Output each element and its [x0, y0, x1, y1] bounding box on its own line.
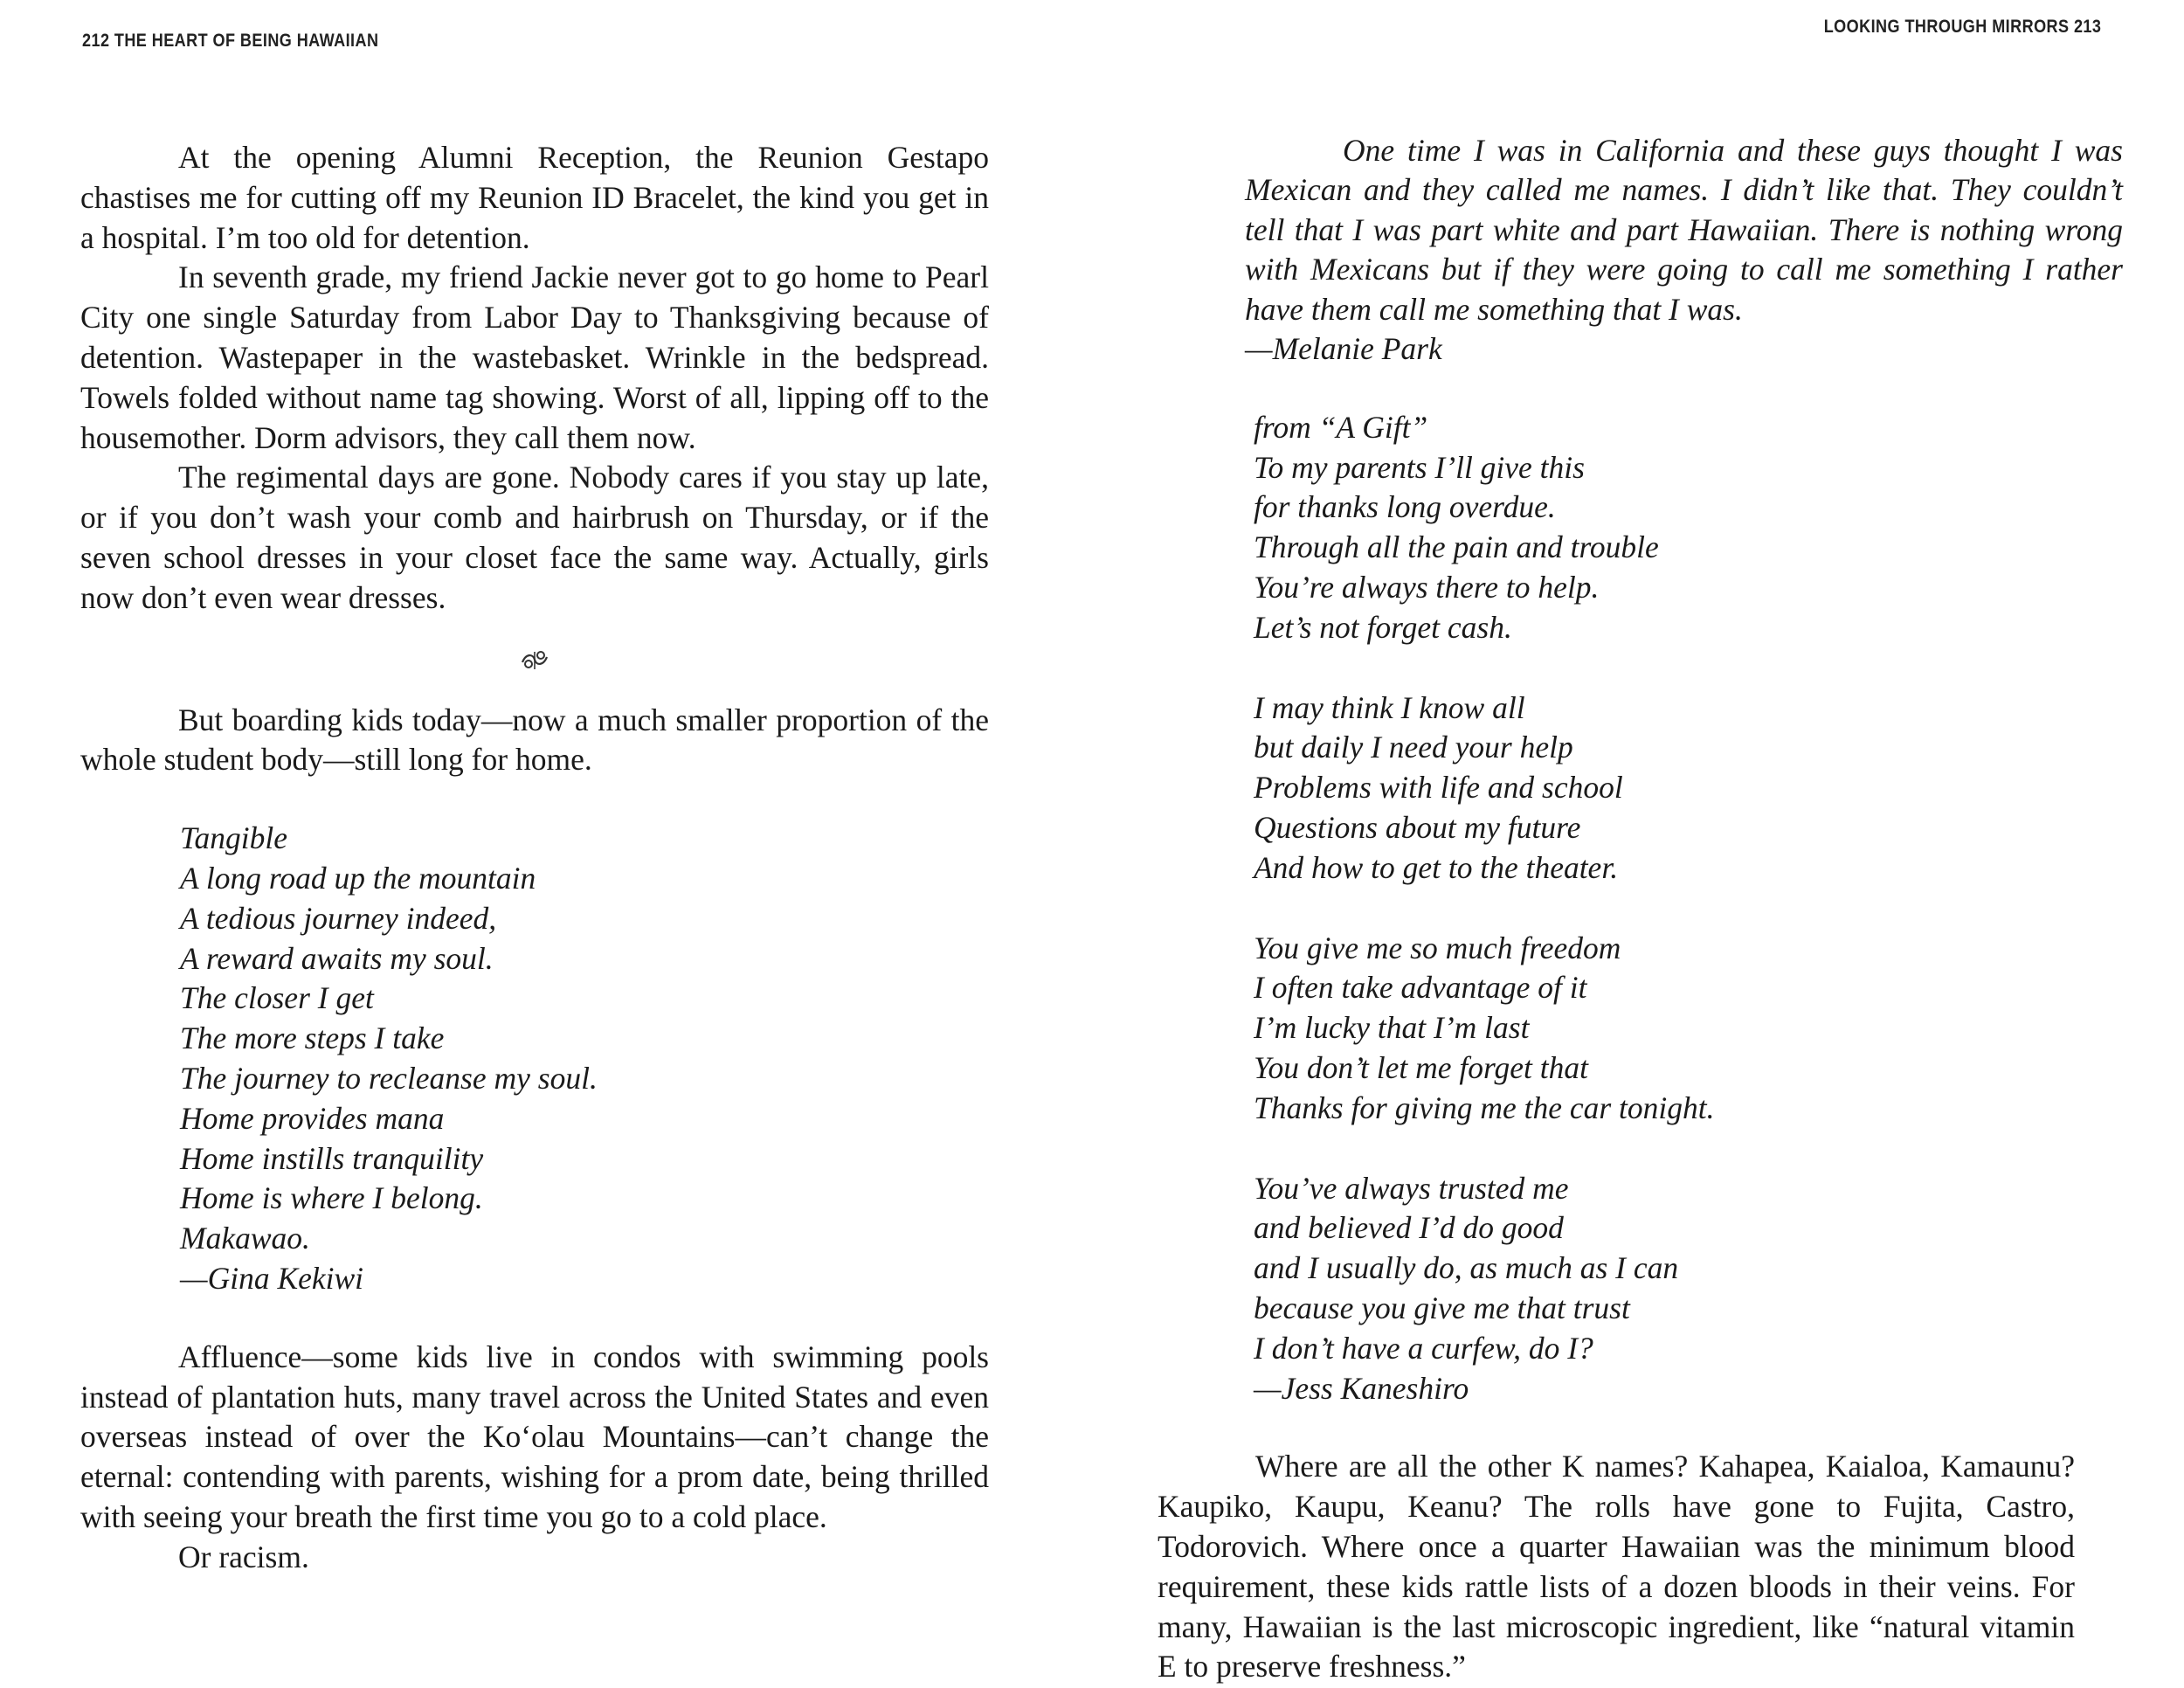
poem-line: You’re always there to help.: [1254, 570, 1600, 605]
poem-line: And how to get to the theater.: [1254, 849, 1619, 885]
paragraph-seventh-grade: In seventh grade, my friend Jackie never got to go home to Pearl City one single Saturday from Labor Day to Thanksgiving because of detention. Wastepaper in the wastebasket. Wrinkle in the bedspread. Towels folded without name tag showing. Worst of all, lipping off to the housemother. Dorm advisors, they call them now.: [80, 259, 989, 455]
poem-line: for thanks long overdue.: [1254, 489, 1556, 525]
poem-line: Thanks for giving me the car tonight.: [1254, 1090, 1715, 1125]
right-page-body: [1158, 131, 2123, 1687]
poem-line: Let’s not forget cash.: [1254, 609, 1512, 645]
poem-line: You give me so much freedom: [1254, 930, 1621, 965]
poem-stanza: [1254, 929, 2123, 1129]
poem-line: Problems with life and school: [1254, 770, 1623, 806]
poem-a-gift: [1254, 408, 2123, 1409]
right-page: [1092, 0, 2184, 1688]
left-page-body: [80, 138, 989, 1578]
poem-line: I don’t have a curfew, do I?: [1254, 1330, 1593, 1366]
poem-line: The journey to recleanse my soul.: [180, 1060, 598, 1096]
poem-line: A long road up the mountain: [180, 860, 536, 896]
section-ornament-icon: [80, 645, 989, 676]
poem-line: because you give me that trust: [1254, 1290, 1630, 1325]
poem-attribution: —Jess Kaneshiro: [1254, 1370, 1469, 1406]
poem-attribution: —Gina Kekiwi: [180, 1260, 364, 1296]
poem-line: I often take advantage of it: [1254, 970, 1587, 1006]
poem-title: from “A Gift”: [1254, 409, 1428, 445]
paragraph-racism: Or racism.: [178, 1539, 309, 1574]
poem-line: and believed I’d do good: [1254, 1210, 1564, 1246]
poem-line: A tedious journey indeed,: [180, 900, 497, 936]
poem-line: Through all the pain and trouble: [1254, 529, 1659, 565]
paragraph-k-names: Where are all the other K names? Kahapea, Kaialoa, Kamaunu? Kaupiko, Kaupu, Keanu? The rolls have gone to Fujita, Castro, Todorovich. Where once a quarter Hawaiian was the minimum blood requirement, these kids rattle lists of a dozen bloods in their veins. For many, Hawaiian is the last microscopic ingredient, like “natural vitamin E to preserve freshness.”: [1158, 1449, 2075, 1685]
poem-line: Tangible: [180, 820, 287, 856]
poem-line: To my parents I’ll give this: [1254, 449, 1585, 485]
poem-line: You don’t let me forget that: [1254, 1049, 1588, 1085]
paragraph-alumni-reception: At the opening Alumni Reception, the Reunion Gestapo chastises me for cutting off my Reunion ID Bracelet, the kind you get in a hospital. I’m too old for detention.: [80, 140, 989, 255]
quote-melanie-park: One time I was in California and these guys thought I was Mexican and they called me names. I didn’t like that. They couldn’t tell that I was part white and part Hawaiian. There is nothing wrong with Mexicans but if they were going to call me something I rather have them call me something that I was.: [1245, 133, 2123, 327]
poem-line: I may think I know all: [1254, 689, 1525, 725]
poem-stanza: [1254, 408, 2123, 648]
poem-line: Home instills tranquility: [180, 1140, 484, 1176]
poem-line: A reward awaits my soul.: [180, 940, 494, 976]
paragraph-boarding-kids: But boarding kids today—now a much smaller proportion of the whole student body—still long for home.: [80, 702, 989, 778]
poem-tangible: [180, 819, 989, 1299]
poem-stanza: [1254, 688, 2123, 889]
paragraph-regimental-days: The regimental days are gone. Nobody cares if you stay up late, or if you don’t wash your comb and hairbrush on Thursday, or if the seven school dresses in your closet face the same way. Actually, girls now don’t even wear dresses.: [80, 460, 989, 615]
poem-line: I’m lucky that I’m last: [1254, 1010, 1530, 1046]
poem-line: and I usually do, as much as I can: [1254, 1250, 1679, 1286]
poem-line: Home provides mana: [180, 1100, 445, 1136]
poem-line: Makawao.: [180, 1221, 310, 1256]
poem-line: but daily I need your help: [1254, 730, 1573, 765]
poem-stanza: [1254, 1169, 2123, 1409]
poem-line: The more steps I take: [180, 1020, 445, 1056]
running-head-left: 212 THE HEART OF BEING HAWAIIAN: [82, 31, 379, 51]
poem-line: Home is where I belong.: [180, 1180, 483, 1216]
running-head-right: LOOKING THROUGH MIRRORS 213: [1823, 17, 2101, 37]
poem-line: Questions about my future: [1254, 810, 1581, 845]
quote-attribution: —Melanie Park: [1245, 331, 1442, 367]
poem-line: The closer I get: [180, 980, 374, 1016]
poem-line: You’ve always trusted me: [1254, 1170, 1569, 1206]
paragraph-affluence: Affluence—some kids live in condos with swimming pools instead of plantation huts, many travel across the United States and even overseas instead of over the Ko‘olau Mountains—can’t change the eternal: contending with parents, wishing for a prom date, being thrilled with seeing your breath the first time you go to a cold place.: [80, 1339, 989, 1534]
